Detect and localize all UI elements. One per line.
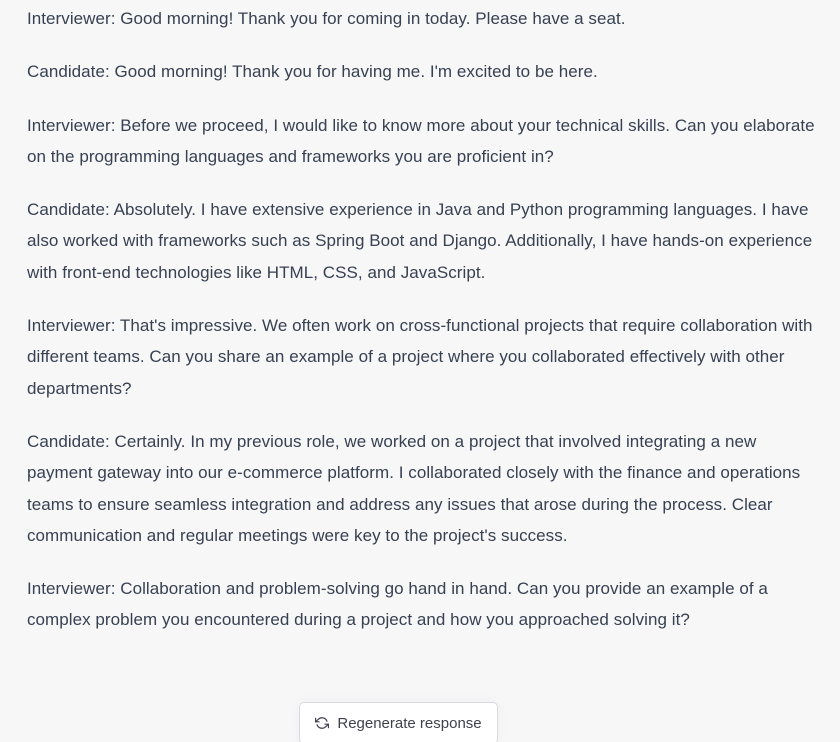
message-paragraph: Interviewer: That's impressive. We often work on cross-functional projects that require collaboration with different teams. Can you share an example of a project where you collaborated effectively with other departments? <box>27 316 813 398</box>
chat-transcript <box>27 3 817 658</box>
message-paragraph: Interviewer: Before we proceed, I would like to know more about your technical skills. Can you elaborate on the programming languages and frameworks you are proficient in? <box>27 115 815 166</box>
message-paragraph: Interviewer: Collaboration and problem-solving go hand in hand. Can you provide an example of a complex problem you encountered during a project and how you approached solving it? <box>27 579 768 630</box>
regenerate-response-button[interactable] <box>299 702 498 742</box>
message-paragraph: Interviewer: Good morning! Thank you for coming in today. Please have a seat. <box>27 9 626 28</box>
regenerate-label: Regenerate response <box>337 714 482 732</box>
message-paragraph: Candidate: Good morning! Thank you for having me. I'm excited to be here. <box>27 62 598 82</box>
message-paragraph: Candidate: Certainly. In my previous role, we worked on a project that involved integrating a new payment gateway into our e-commerce platform. I collaborated closely with the finance and operations teams to ensure seamless integration and address any issues that arose during the process. Clear communication and regular meetings were key to the project's success. <box>27 431 801 545</box>
message-paragraph: Candidate: Absolutely. I have extensive experience in Java and Python programming languages. I have also worked with frameworks such as Spring Boot and Django. Additionally, I have hands-on experience with front-end technologies like HTML, CSS, and JavaScript. <box>27 200 813 282</box>
refresh-icon <box>315 716 329 730</box>
